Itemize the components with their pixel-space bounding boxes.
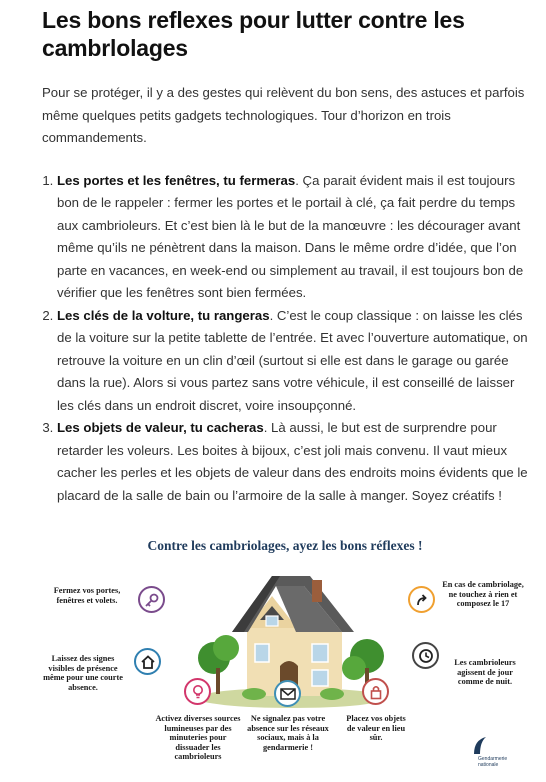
infographic (42, 528, 528, 782)
tip-heading: Les portes et les fenêtres, tu fermeras (57, 172, 296, 188)
caption-doors: Fermez vos portes, fenêtres et volets. (53, 586, 121, 605)
logo-line1: Gendarmerie (478, 756, 508, 762)
caption-burglary: En cas de cambriolage, ne touchez à rien et composez le 17 (442, 580, 524, 609)
tip-text: . Ça parait évident mais il est toujours bon de le rappeler : fermer les portes et le portail à clé, ça fait perdre du temps aux cambrioleurs. Et c’est bien là le but de la manœuvre : les décourager avant même qu’ils ne pénètrent dans la maison. Dans le même ordre d’idée, que l’on parte en vacances, en week-end ou simplement au travail, il est toujours bon de vérifier que les fenêtres sont bien fermées. (57, 172, 524, 300)
clock-icon (412, 642, 439, 669)
logo-text (478, 756, 528, 768)
caption-presence: Laissez des signes visibles de présence même pour une courte absence. (43, 654, 123, 692)
lock-icon (362, 678, 389, 705)
caption-daytime: Les cambrioleurs agissent de jour comme de nuit. (454, 658, 516, 687)
caption-lights: Activez diverses sources lumineuses par des minuteries pour dissuader les cambrioleurs (155, 714, 241, 762)
lightbulb-icon (184, 678, 211, 705)
tip-text: . C’est le coup classique : on laisse les clés de la voiture sur la petite tablette de l’entrée. Et avec l’ouverture automatique, on retrouve la voiture en un clin d’œil (surtout si elle est dans le garage ou garée dans la rue). Alors si vous partez sans votre véhicule, il est conseillé de laisser les clés dans un endroit discret, voire insoupçonné. (57, 307, 528, 413)
phone-arrow-icon (408, 586, 435, 613)
tip-heading: Les clés de la volture, tu rangeras (57, 307, 270, 323)
caption-absence: Ne signalez pas votre absence sur les réseaux sociaux, mais à la gendarmerie ! (247, 714, 329, 752)
tip-text: . Là aussi, le but est de surprendre pour retarder les voleurs. Les boites à bijoux, c’est joli mais convenu. Il vaut mieux cacher les perles et les objets de valeur dans des endroits moins évidents que le placard de la salle de bain ou l’armoire de la salle à manger. Soyez créatifs ! (57, 420, 528, 503)
list-item (57, 170, 528, 305)
infographic-title: Contre les cambriolages, ayez les bons réflexes ! (147, 538, 423, 553)
key-icon (138, 586, 165, 613)
house-icon (134, 648, 161, 675)
logo-line2: nationale (478, 762, 499, 768)
article-intro: Pour se protéger, il y a des gestes qui relèvent du bon sens, des astuces et parfois même quelques petits gadgets technologiques. Tour d’horizon en trois commandements. (42, 85, 525, 145)
list-item (57, 417, 528, 507)
list-item (57, 305, 528, 418)
caption-valuables: Placez vos objets de valeur en lieu sûr. (346, 714, 406, 743)
tip-heading: Les objets de valeur, tu cacheras (57, 420, 264, 435)
tips-list (42, 170, 528, 508)
gendarmerie-logo-icon (470, 734, 492, 756)
article-title: Les bons reflexes pour lutter contre les cambrlolages (42, 7, 465, 61)
mail-icon (274, 680, 301, 707)
